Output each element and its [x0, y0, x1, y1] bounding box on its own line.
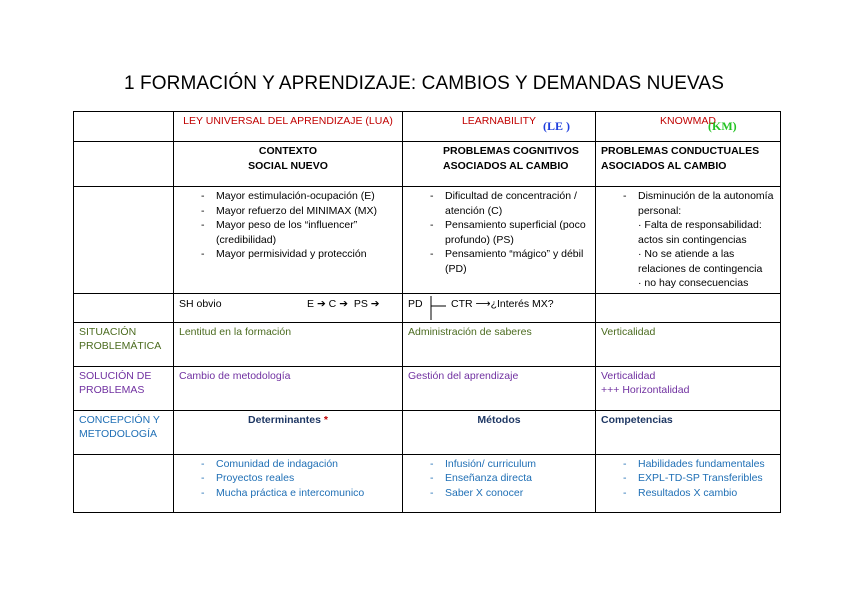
list-item: - EXPL-TD-SP Transferibles [601, 471, 775, 486]
autonomia-sub: · Falta de responsabilidad: actos sin contingencias [638, 219, 762, 246]
context-conductuales [596, 142, 781, 187]
situacion-col3 [596, 322, 781, 366]
formula-chain [307, 297, 380, 312]
context-cognitivos [403, 142, 596, 187]
header-knowmad-text: KNOWMAD [660, 115, 716, 127]
list-item [601, 189, 775, 291]
context-social-line1: CONTEXTO [258, 145, 318, 157]
list-item: - Resultados X cambio [601, 486, 775, 501]
list-item: - Enseñanza directa [408, 471, 590, 486]
formula-ctr-group [451, 297, 554, 312]
concepcion-col2-text: Métodos [477, 413, 521, 426]
concepcion-col1-text: Determinantes [248, 413, 321, 426]
autonomia-main: Disminución de la autonomía personal: [638, 190, 774, 217]
solucion-col3 [596, 366, 781, 410]
concepcion-row [74, 410, 781, 454]
list-item: - Mucha práctica e intercomunico [179, 486, 397, 501]
autonomia-sub: · no hay consecuencias [638, 277, 749, 289]
context-empty-cell [74, 142, 174, 187]
concepcion-col3-text: Competencias [601, 413, 673, 426]
methods-col2 [403, 454, 596, 512]
list-item: - Infusión/ curriculum [408, 457, 590, 472]
list-item: - Saber X conocer [408, 486, 590, 501]
solucion-row [74, 366, 781, 410]
list-item: - Pensamiento superficial (poco profundo) (PS) [408, 218, 590, 247]
context-social [174, 142, 403, 187]
concepcion-col2 [403, 410, 596, 454]
context-row [74, 142, 781, 187]
formula-empty-cell [74, 293, 174, 322]
context-conductuales-line2: ASOCIADOS AL CAMBIO [601, 159, 727, 172]
list-item: - Proyectos reales [179, 471, 397, 486]
header-lua-text: LEY UNIVERSAL DEL APRENDIZAJE (LUA) [183, 115, 393, 127]
methods-col1 [174, 454, 403, 512]
list-item: - Mayor refuerzo del MINIMAX (MX) [179, 204, 397, 219]
formula-mid-cell [403, 293, 596, 322]
knowmad-tag: (KM) [708, 119, 737, 133]
list-item: - Comunidad de indagación [179, 457, 397, 472]
methods-col3 [596, 454, 781, 512]
formula-ctr: CTR [451, 297, 473, 310]
header-lua [174, 112, 403, 142]
concepcion-label-text: CONCEPCIÓN Y METODOLOGÍA [79, 413, 160, 440]
arrow-right-icon: ➔ [370, 297, 380, 310]
context-conductuales-line1: PROBLEMAS CONDUCTUALES [601, 145, 760, 157]
header-learnability-text: LEARNABILITY [461, 115, 537, 127]
solucion-label [74, 366, 174, 410]
formula-right-cell [596, 293, 781, 322]
solucion-col2 [403, 366, 596, 410]
arrow-right-icon: ➔ [316, 297, 326, 310]
situacion-col3-text: Verticalidad [601, 325, 656, 338]
arrow-right-icon: ➔ [339, 297, 348, 310]
page-title: 1 FORMACIÓN Y APRENDIZAJE: CAMBIOS Y DEMANDAS NUEVAS [124, 73, 724, 94]
learnability-tag: (LE ) [543, 119, 570, 133]
context-cognitivos-line2: ASOCIADOS AL CAMBIO [443, 159, 569, 172]
list-item: - Pensamiento “mágico” y débil (PD) [408, 247, 590, 276]
formula-e: E [307, 297, 315, 310]
long-arrow-right-icon: ⟶ [475, 297, 491, 310]
solucion-col1-text: Cambio de metodología [179, 369, 291, 382]
list-item: - Mayor estimulación-ocupación (E) [179, 189, 397, 204]
concepcion-col3 [596, 410, 781, 454]
situacion-label [74, 322, 174, 366]
concepcion-col1 [174, 410, 403, 454]
solucion-col3-line2: +++ Horizontalidad [601, 384, 690, 396]
methods-row [74, 454, 781, 512]
concepcion-label [74, 410, 174, 454]
situacion-col1 [174, 322, 403, 366]
context-cognitivos-line1: PROBLEMAS COGNITIVOS [443, 145, 579, 157]
items-social [174, 187, 403, 294]
header-empty-cell [74, 112, 174, 142]
situacion-label-text: SITUACIÓN PROBLEMÁTICA [79, 325, 162, 352]
formula-pd: PD [408, 297, 423, 310]
bracket-connector-icon [430, 296, 446, 320]
situacion-col2 [403, 322, 596, 366]
situacion-col1-text: Lentitud en la formación [179, 325, 292, 338]
solucion-col1 [174, 366, 403, 410]
situacion-col2-text: Administración de saberes [408, 325, 532, 338]
items-empty-cell [74, 187, 174, 294]
formula-left-cell [174, 293, 403, 322]
formula-c: C [328, 297, 337, 310]
formula-interes: ¿Interés MX? [490, 297, 554, 310]
header-learnability [403, 112, 596, 142]
sh-obvio-label: SH obvio [179, 297, 222, 310]
items-row [74, 187, 781, 294]
items-conductuales [596, 187, 781, 294]
asterisk-mark: * [323, 413, 328, 426]
formula-ps: PS [353, 297, 368, 310]
autonomia-sub: · No se atiende a las relaciones de contingencia [638, 248, 763, 275]
solucion-label-text: SOLUCIÓN DE PROBLEMAS [79, 369, 152, 396]
header-row [74, 112, 781, 142]
main-table [73, 111, 781, 513]
methods-empty-cell [74, 454, 174, 512]
header-knowmad [596, 112, 781, 142]
items-cognitivos [403, 187, 596, 294]
context-social-line2: SOCIAL NUEVO [248, 159, 328, 172]
situacion-row [74, 322, 781, 366]
solucion-col2-text: Gestión del aprendizaje [408, 369, 519, 382]
list-item: - Habilidades fundamentales [601, 457, 775, 472]
list-item: - Mayor peso de los “influencer” (credibilidad) [179, 218, 397, 247]
formula-row [74, 293, 781, 322]
list-item: - Mayor permisividad y protección [179, 247, 397, 262]
list-item: - Dificultad de concentración / atención (C) [408, 189, 590, 218]
solucion-col3-line1: Verticalidad [601, 369, 656, 382]
